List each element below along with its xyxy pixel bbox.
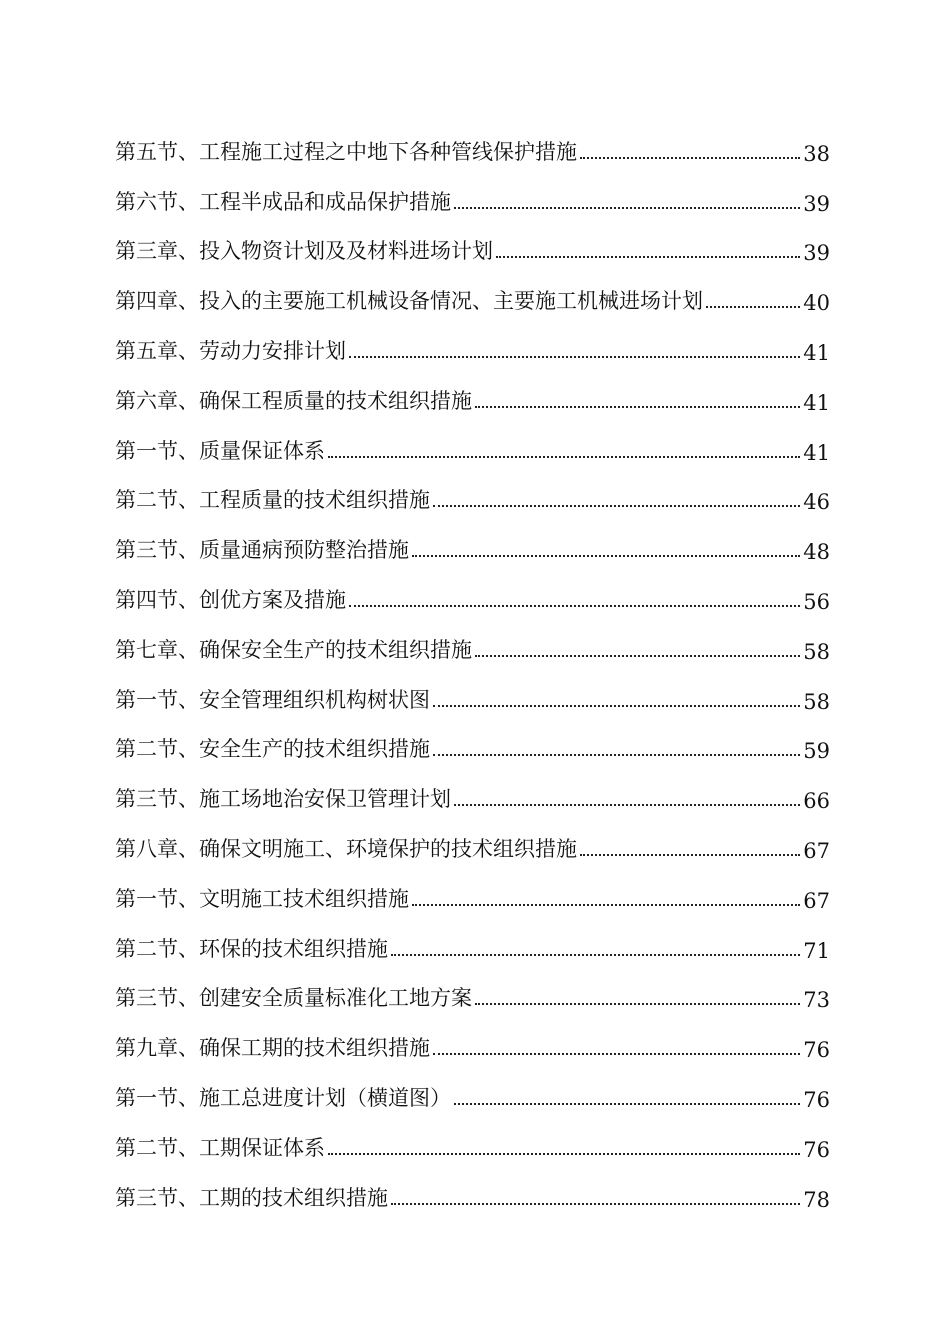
toc-dot-leader bbox=[706, 306, 800, 308]
toc-entry-title: 第二节、工程质量的技术组织措施 bbox=[115, 488, 430, 513]
toc-dot-leader bbox=[412, 904, 800, 906]
toc-dot-leader bbox=[475, 1003, 800, 1005]
toc-dot-leader bbox=[391, 954, 800, 956]
toc-entry-title: 第三节、工期的技术组织措施 bbox=[115, 1185, 388, 1210]
toc-dot-leader bbox=[328, 1153, 800, 1155]
toc-entry[interactable] bbox=[115, 726, 830, 776]
toc-entry-page: 46 bbox=[803, 490, 830, 515]
toc-dot-leader bbox=[412, 555, 800, 557]
toc-entry[interactable] bbox=[115, 925, 830, 975]
toc-entry-title: 第二节、安全生产的技术组织措施 bbox=[115, 737, 430, 762]
toc-entry-page: 58 bbox=[803, 639, 830, 664]
toc-entry-page: 71 bbox=[803, 938, 830, 963]
toc-entry-title: 第一节、施工总进度计划（横道图） bbox=[115, 1085, 451, 1110]
toc-entry[interactable] bbox=[115, 327, 830, 377]
toc-entry-page: 76 bbox=[803, 1038, 830, 1063]
toc-entry-title: 第八章、确保文明施工、环境保护的技术组织措施 bbox=[115, 836, 577, 861]
toc-entry-title: 第四章、投入的主要施工机械设备情况、主要施工机械进场计划 bbox=[115, 289, 703, 314]
toc-dot-leader bbox=[580, 854, 800, 856]
toc-entry-title: 第一节、安全管理组织机构树状图 bbox=[115, 687, 430, 712]
toc-entry-title: 第三节、创建安全质量标准化工地方案 bbox=[115, 986, 472, 1011]
toc-dot-leader bbox=[580, 157, 800, 159]
toc-entry[interactable] bbox=[115, 1124, 830, 1174]
toc-dot-leader bbox=[454, 1103, 800, 1105]
toc-entry[interactable] bbox=[115, 526, 830, 576]
toc-dot-leader bbox=[391, 1203, 800, 1205]
toc-entry-page: 48 bbox=[803, 540, 830, 565]
toc-entry-page: 38 bbox=[803, 141, 830, 166]
toc-entry[interactable] bbox=[115, 477, 830, 527]
toc-entry-title: 第五节、工程施工过程之中地下各种管线保护措施 bbox=[115, 139, 577, 164]
table-of-contents bbox=[115, 128, 830, 1224]
toc-dot-leader bbox=[433, 505, 800, 507]
toc-dot-leader bbox=[433, 705, 800, 707]
toc-entry[interactable] bbox=[115, 377, 830, 427]
toc-entry-title: 第一节、文明施工技术组织措施 bbox=[115, 886, 409, 911]
toc-entry-page: 66 bbox=[803, 789, 830, 814]
toc-entry-title: 第五章、劳动力安排计划 bbox=[115, 338, 346, 363]
toc-entry[interactable] bbox=[115, 676, 830, 726]
toc-entry[interactable] bbox=[115, 875, 830, 925]
toc-entry-title: 第二节、工期保证体系 bbox=[115, 1135, 325, 1160]
toc-entry-title: 第七章、确保安全生产的技术组织措施 bbox=[115, 637, 472, 662]
toc-entry-title: 第三节、施工场地治安保卫管理计划 bbox=[115, 787, 451, 812]
toc-entry[interactable] bbox=[115, 228, 830, 278]
toc-entry-page: 39 bbox=[803, 191, 830, 216]
toc-entry-page: 56 bbox=[803, 589, 830, 614]
toc-entry-page: 67 bbox=[803, 838, 830, 863]
toc-entry[interactable] bbox=[115, 1074, 830, 1124]
toc-entry-page: 41 bbox=[803, 390, 830, 415]
toc-dot-leader bbox=[328, 456, 800, 458]
toc-entry[interactable] bbox=[115, 825, 830, 875]
toc-entry-title: 第三章、投入物资计划及及材料进场计划 bbox=[115, 239, 493, 264]
toc-entry-page: 76 bbox=[803, 1137, 830, 1162]
toc-entry[interactable] bbox=[115, 178, 830, 228]
toc-entry-page: 76 bbox=[803, 1087, 830, 1112]
toc-entry-title: 第二节、环保的技术组织措施 bbox=[115, 936, 388, 961]
toc-entry-page: 67 bbox=[803, 888, 830, 913]
toc-entry-page: 40 bbox=[803, 291, 830, 316]
toc-dot-leader bbox=[433, 754, 800, 756]
toc-entry-title: 第四节、创优方案及措施 bbox=[115, 587, 346, 612]
toc-entry-page: 41 bbox=[803, 440, 830, 465]
toc-dot-leader bbox=[496, 256, 800, 258]
toc-dot-leader bbox=[349, 356, 800, 358]
toc-dot-leader bbox=[349, 605, 800, 607]
toc-entry[interactable] bbox=[115, 576, 830, 626]
toc-dot-leader bbox=[475, 406, 800, 408]
toc-dot-leader bbox=[454, 207, 800, 209]
toc-entry[interactable] bbox=[115, 1174, 830, 1224]
toc-dot-leader bbox=[454, 804, 800, 806]
toc-entry[interactable] bbox=[115, 1024, 830, 1074]
toc-entry[interactable] bbox=[115, 128, 830, 178]
toc-entry-title: 第六节、工程半成品和成品保护措施 bbox=[115, 189, 451, 214]
toc-entry[interactable] bbox=[115, 626, 830, 676]
toc-entry-page: 73 bbox=[803, 988, 830, 1013]
toc-entry-page: 41 bbox=[803, 340, 830, 365]
toc-entry[interactable] bbox=[115, 427, 830, 477]
toc-dot-leader bbox=[475, 655, 800, 657]
toc-entry[interactable] bbox=[115, 975, 830, 1025]
toc-entry-page: 58 bbox=[803, 689, 830, 714]
toc-dot-leader bbox=[433, 1053, 800, 1055]
toc-entry-title: 第一节、质量保证体系 bbox=[115, 438, 325, 463]
toc-entry-page: 78 bbox=[803, 1187, 830, 1212]
toc-entry-title: 第三节、质量通病预防整治措施 bbox=[115, 538, 409, 563]
toc-entry-page: 39 bbox=[803, 241, 830, 266]
toc-entry-title: 第九章、确保工期的技术组织措施 bbox=[115, 1036, 430, 1061]
toc-entry[interactable] bbox=[115, 775, 830, 825]
toc-entry[interactable] bbox=[115, 277, 830, 327]
toc-entry-page: 59 bbox=[803, 739, 830, 764]
toc-entry-title: 第六章、确保工程质量的技术组织措施 bbox=[115, 388, 472, 413]
